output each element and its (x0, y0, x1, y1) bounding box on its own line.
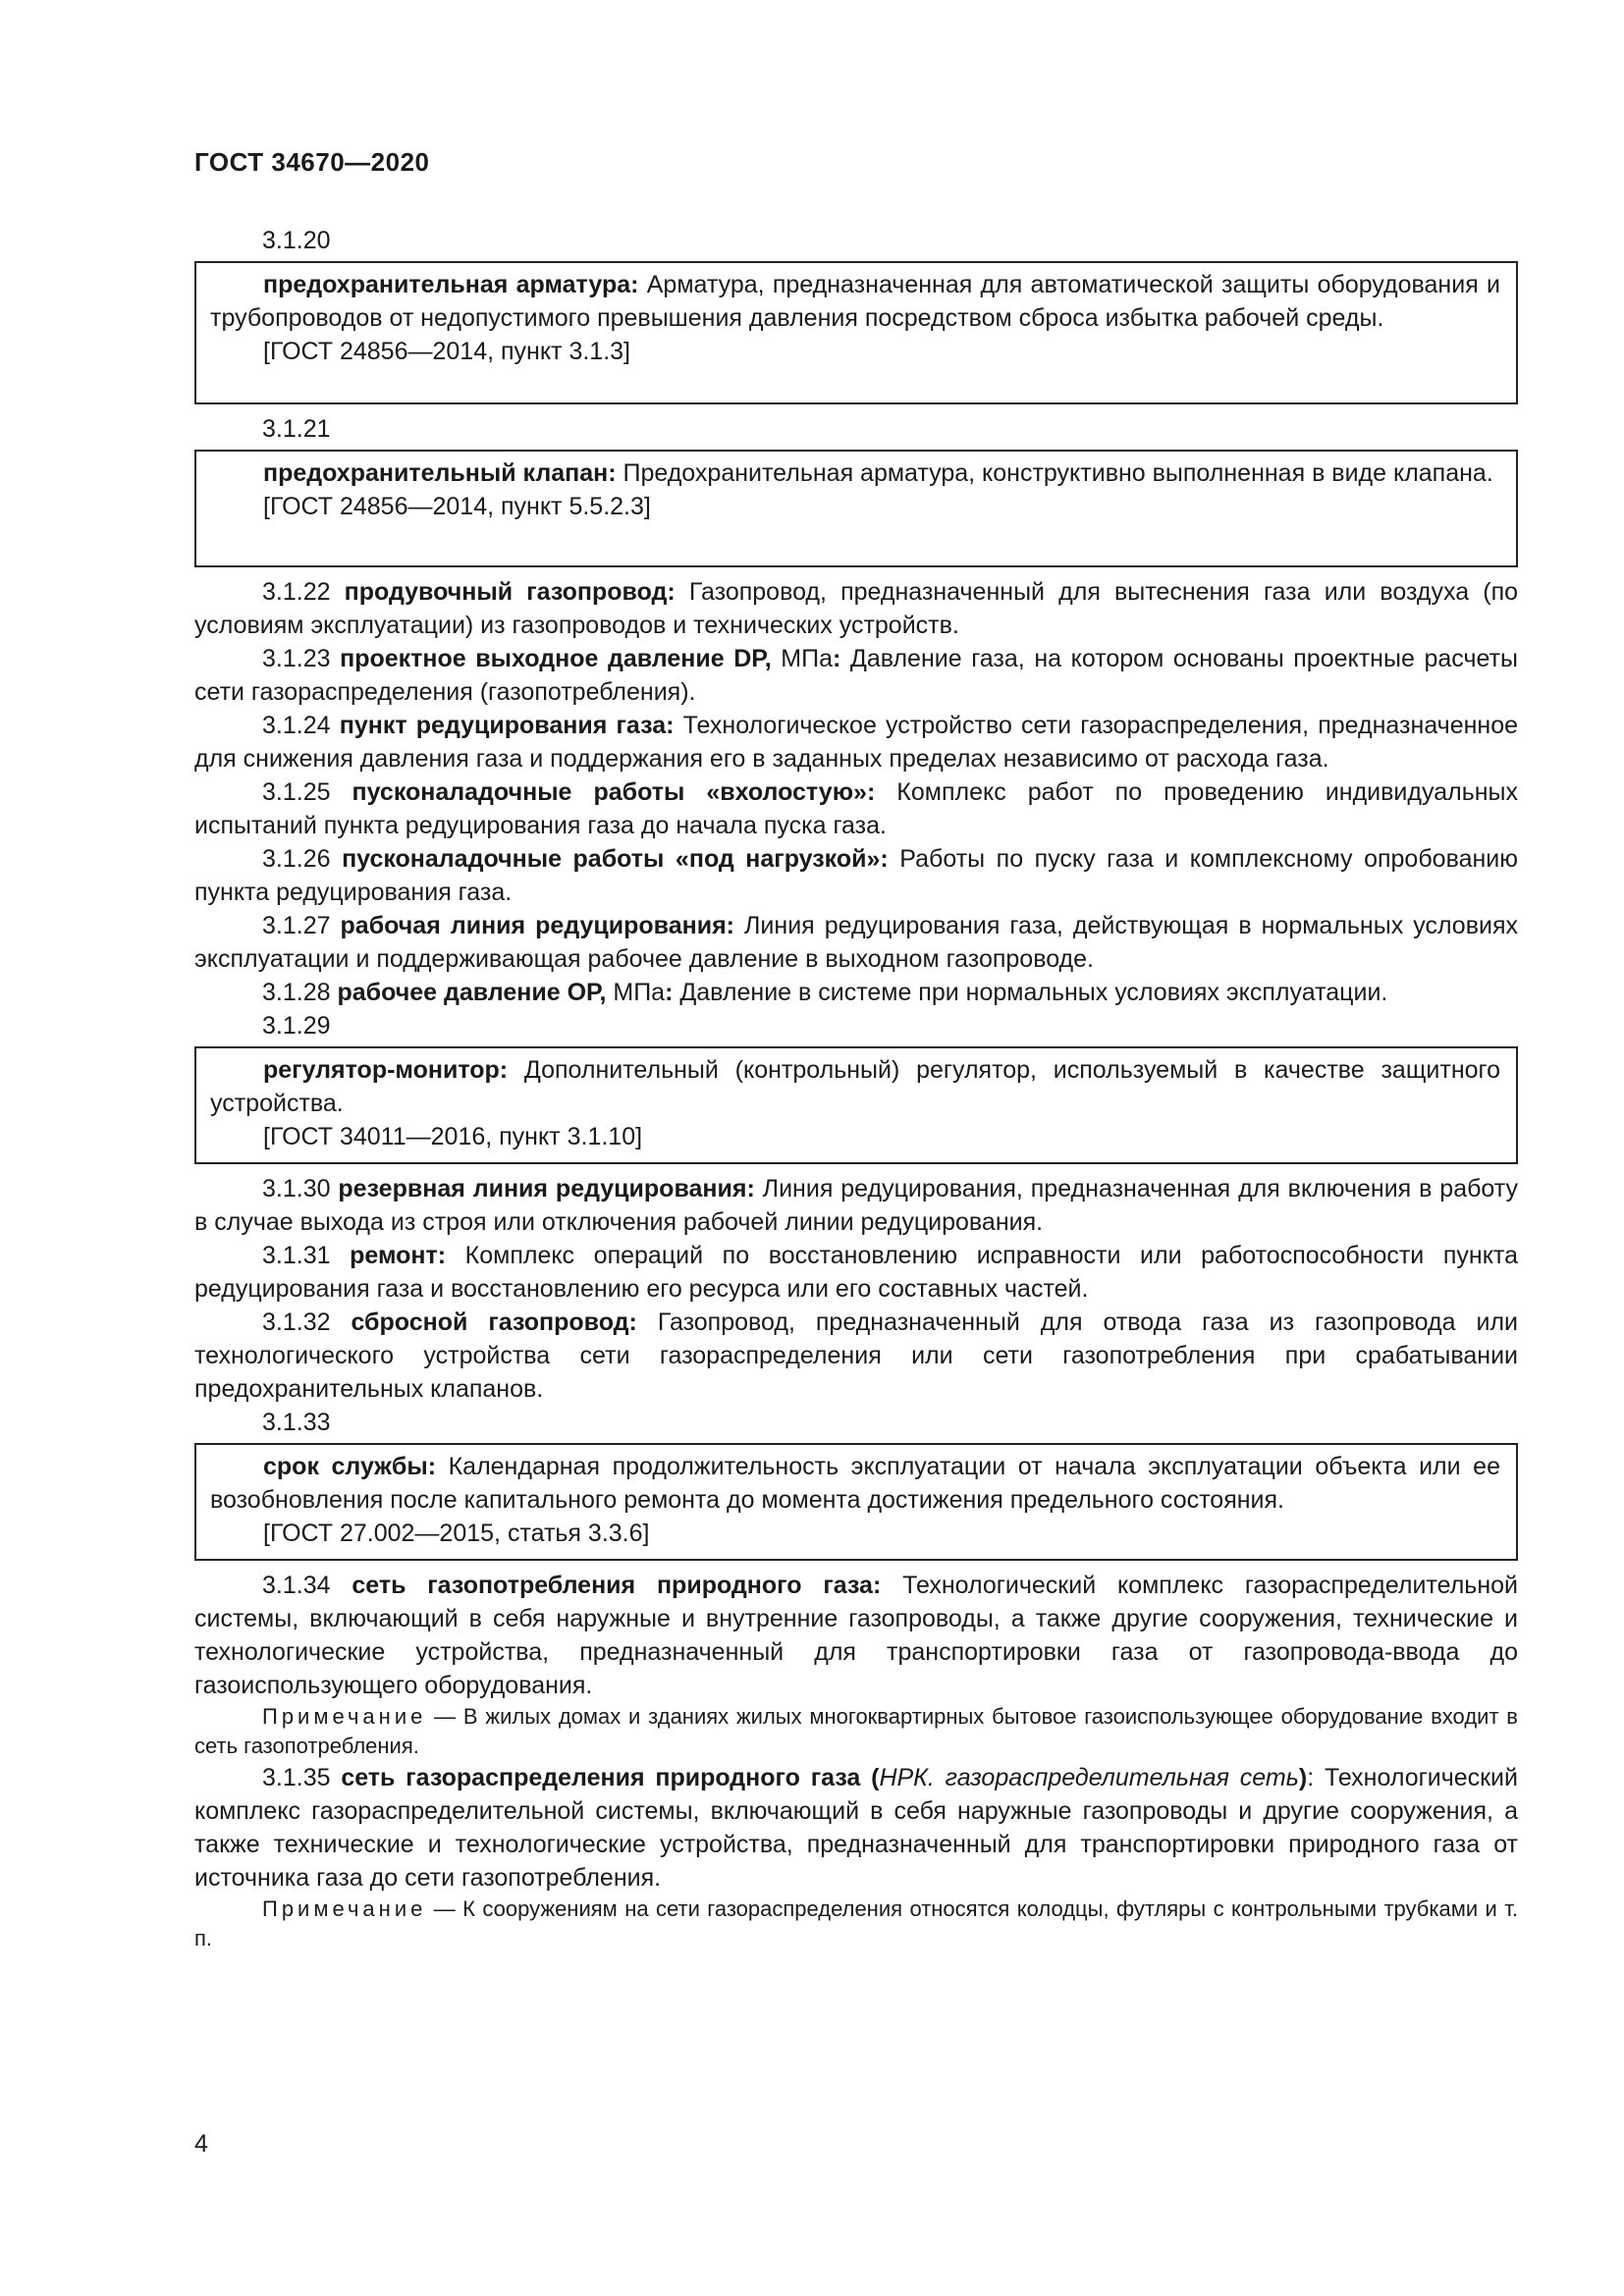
definition: Арматура, предназначенная для автоматической защиты оборудования и трубопроводов от недопустимого превышения давления посредством сброса избытка рабочей среды. (210, 271, 1500, 332)
term: срок службы: (263, 1453, 437, 1480)
definition-text (210, 268, 1500, 335)
note-label: Примечание (262, 1704, 427, 1729)
term: сеть газораспределения природного газа ( (341, 1764, 880, 1791)
term: сбросной газопровод: (351, 1308, 637, 1336)
definition: Газопровод, предназначенный для отвода газа из газопровода или технологического устройства сети газораспределения или сети газопотребления при срабатывании предохранительных клапанов. (194, 1308, 1518, 1403)
section-number: 3.1.28 (262, 979, 338, 1006)
term: регулятор-монитор: (263, 1056, 509, 1084)
section-number-3-1-29: 3.1.29 (262, 1012, 331, 1040)
colon: : (665, 979, 674, 1006)
section-number-3-1-33: 3.1.33 (262, 1409, 331, 1436)
note-text: — В жилых домах и зданиях жилых многоквартирных бытовое газоиспользующее оборудование входит в сеть газопотребления. (194, 1704, 1518, 1758)
definition: Газопровод, предназначенный для вытеснения газа или воздуха (по условиям эксплуатации) из газопроводов и технических устройств. (194, 578, 1519, 639)
paragraph-3-1-22 (194, 575, 1518, 642)
definition-box-3-1-29 (194, 1046, 1518, 1164)
paragraph-3-1-24 (194, 709, 1518, 775)
term: рабочее давление OP, (337, 979, 607, 1006)
paragraph-3-1-23 (194, 642, 1518, 709)
section-number: 3.1.24 (262, 712, 340, 739)
section-number: 3.1.31 (262, 1242, 351, 1269)
paragraph-3-1-31 (194, 1239, 1518, 1306)
note-label: Примечание (262, 1896, 427, 1921)
term-close: ) (1298, 1764, 1308, 1791)
section-number: 3.1.26 (262, 845, 343, 873)
paragraph-3-1-35 (194, 1761, 1518, 1895)
definition: Дополнительный (контрольный) регулятор, используемый в качестве защитного устройства. (210, 1056, 1500, 1117)
alternative-term: НРК. газораспределительная сеть (879, 1764, 1299, 1791)
section-number: 3.1.32 (262, 1308, 352, 1336)
definition: Давление газа, на котором основаны проектные расчеты сети газораспределения (газопотребления). (194, 645, 1519, 706)
definition-box-3-1-33 (194, 1443, 1518, 1561)
term: продувочный газопровод: (344, 578, 676, 606)
term: рабочая линия редуцирования: (340, 912, 734, 939)
paragraph-3-1-25 (194, 775, 1518, 842)
definition-box-3-1-21 (194, 450, 1518, 567)
definition: Технологическое устройство сети газораспределения, предназначенное для снижения давления газа и поддержания его в заданных пределах независимо от расхода газа. (194, 712, 1519, 773)
definition: Работы по пуску газа и комплексному опробованию пункта редуцирования газа. (194, 845, 1518, 906)
term: проектное выходное давление DP, (340, 645, 772, 672)
page-number: 4 (194, 2130, 208, 2158)
colon: : (832, 645, 841, 672)
paragraph-3-1-28 (194, 976, 1518, 1009)
section-number: 3.1.30 (262, 1175, 339, 1202)
source-reference: [ГОСТ 34011—2016, пункт 3.1.10] (263, 1123, 643, 1150)
term: пусконаладочные работы «вхолостую»: (352, 778, 876, 806)
section-number-3-1-21: 3.1.21 (262, 415, 331, 443)
paragraph-3-1-26 (194, 842, 1518, 909)
definition: Комплекс операций по восстановлению исправности или работоспособности пункта редуцирования газа и восстановлению его ресурса или его составных частей. (194, 1242, 1518, 1303)
section-number-3-1-20: 3.1.20 (262, 227, 331, 254)
definition: Предохранительная арматура, конструктивно выполненная в виде клапана. (616, 459, 1493, 487)
document-body (194, 224, 1518, 1953)
note-1 (194, 1702, 1518, 1761)
definition: Технологический комплекс газораспределительной системы, включающий в себя наружные и внутренние газопроводы, а также другие сооружения, технические и технологические устройства, предназначенный для транспортировки газа от газопровода-ввода до газоиспользующего оборудования. (194, 1572, 1519, 1699)
definition-box-3-1-20 (194, 261, 1518, 404)
term: резервная линия редуцирования: (338, 1175, 755, 1202)
source-reference: [ГОСТ 24856—2014, пункт 3.1.3] (263, 338, 630, 365)
section-number: 3.1.27 (262, 912, 341, 939)
definition-text (210, 456, 1500, 490)
definition: Линия редуцирования, предназначенная для включения в работу в случае выхода из строя или отключения рабочей линии редуцирования. (194, 1175, 1518, 1236)
definition: Линия редуцирования газа, действующая в нормальных условиях эксплуатации и поддерживающая рабочее давление в выходном газопроводе. (194, 912, 1518, 973)
paragraph-3-1-32 (194, 1306, 1518, 1406)
section-number: 3.1.35 (262, 1764, 342, 1791)
paragraph-3-1-34 (194, 1569, 1518, 1702)
note-2 (194, 1895, 1518, 1953)
definition: Давление в системе при нормальных условиях эксплуатации. (673, 979, 1388, 1006)
document-header: ГОСТ 34670—2020 (194, 147, 430, 177)
section-number: 3.1.25 (262, 778, 352, 806)
definition-text (210, 1450, 1500, 1517)
section-number: 3.1.22 (262, 578, 345, 606)
source-reference: [ГОСТ 24856—2014, пункт 5.5.2.3] (263, 493, 651, 520)
term: ремонт: (350, 1242, 447, 1269)
unit: МПа (606, 979, 666, 1006)
term: сеть газопотребления природного газа: (352, 1572, 882, 1599)
paragraph-3-1-27 (194, 909, 1518, 976)
section-number: 3.1.23 (262, 645, 341, 672)
definition: : Технологический комплекс газораспределительной системы, включающий в себя наружные газопроводы и другие сооружения, а также технические и технологические устройства, предназначенный для транспортировки природного газа от источника газа до сети газопотребления. (194, 1764, 1518, 1892)
term: предохранительная арматура: (263, 271, 639, 298)
section-number: 3.1.34 (262, 1572, 352, 1599)
paragraph-3-1-30 (194, 1172, 1518, 1239)
term: предохранительный клапан: (263, 459, 617, 487)
unit: МПа (771, 645, 833, 672)
definition-text (210, 1053, 1500, 1120)
definition: Комплекс работ по проведению индивидуальных испытаний пункта редуцирования газа до начала пуска газа. (194, 778, 1518, 839)
term: пусконаладочные работы «под нагрузкой»: (342, 845, 889, 873)
definition: Календарная продолжительность эксплуатации от начала эксплуатации объекта или ее возобновления после капитального ремонта до момента достижения предельного состояния. (210, 1453, 1500, 1514)
source-reference: [ГОСТ 27.002—2015, статья 3.3.6] (263, 1520, 650, 1547)
note-text: — К сооружениям на сети газораспределения относятся колодцы, футляры с контрольными трубками и т. п. (194, 1896, 1518, 1950)
term: пункт редуцирования газа: (339, 712, 675, 739)
